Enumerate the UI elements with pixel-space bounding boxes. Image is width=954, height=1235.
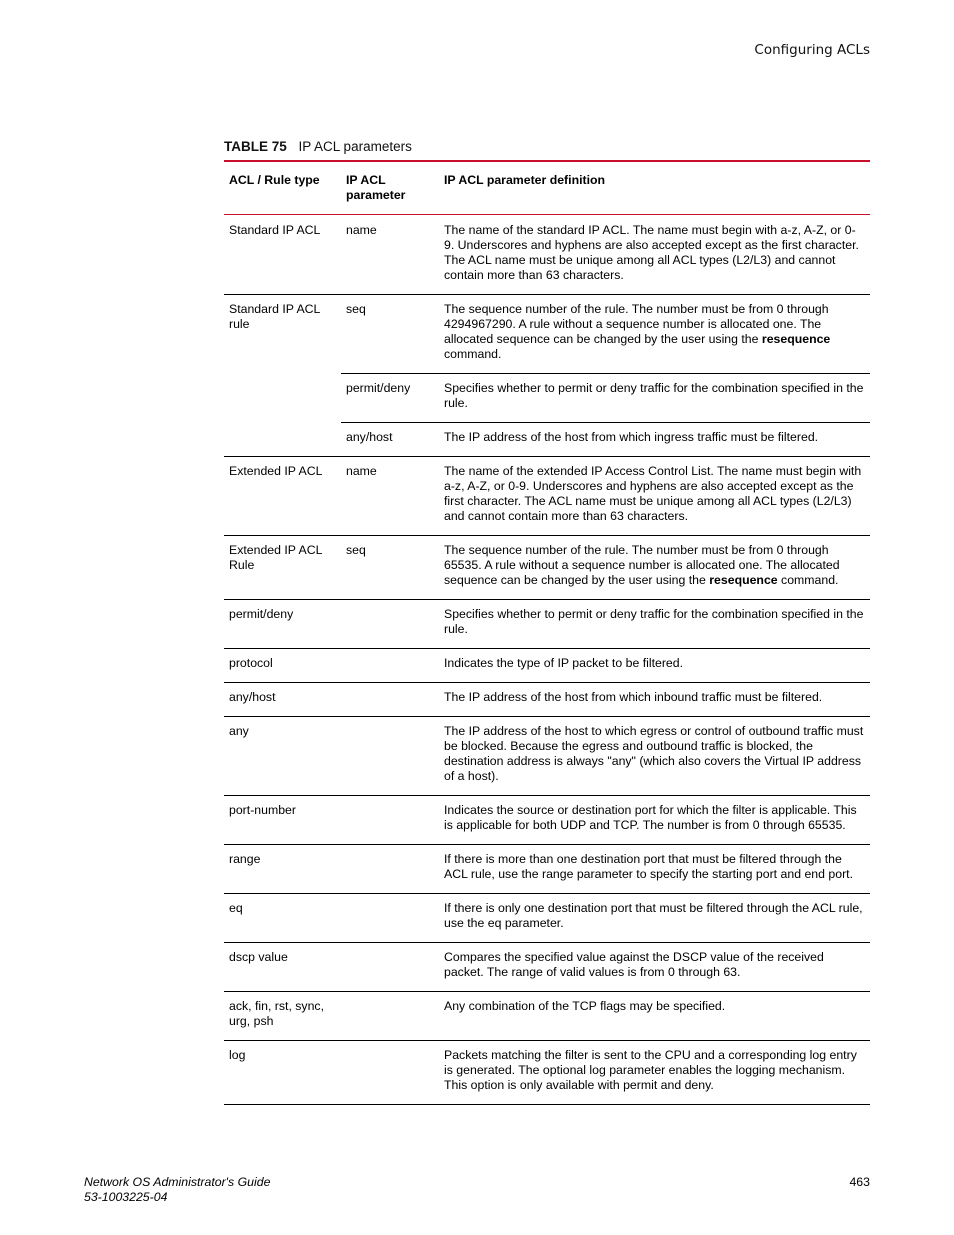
page-footer [84,1175,870,1205]
footer-doc-number: 53-1003225-04 [84,1190,168,1204]
cell-rule-type: range [224,845,341,894]
cell-rule-type: any/host [224,683,341,717]
cell-rule-type: Standard IP ACL [224,215,341,295]
cell-parameter: seq [341,536,439,600]
table-row [224,1041,870,1105]
cell-definition: The name of the extended IP Access Control List. The name must begin with a-z, A-Z, or 0-9. Underscores and hyphens are also accepted except as the first character. The ACL name must be unique among all ACL types (L2/L3) and cannot contain more than 63 characters. [439,457,870,536]
cell-definition: The sequence number of the rule. The number must be from 0 through 4294967290. A rule without a sequence number is allocated one. The allocated sequence can be changed by the user using the resequence command. [439,295,870,374]
cell-definition: Specifies whether to permit or deny traffic for the combination specified in the rule. [439,374,870,423]
cell-rule-type: dscp value [224,943,341,992]
cell-rule-type: Extended IP ACL Rule [224,536,341,600]
table-row [224,536,870,600]
table-row [224,457,870,536]
cell-parameter [341,845,439,894]
cell-definition: Indicates the source or destination port for which the filter is applicable. This is applicable for both UDP and TCP. The number is from 0 through 65535. [439,796,870,845]
cell-definition: Specifies whether to permit or deny traffic for the combination specified in the rule. [439,600,870,649]
cell-parameter [341,796,439,845]
table-caption [224,139,412,154]
table-row [224,717,870,796]
cell-definition: The sequence number of the rule. The number must be from 0 through 65535. A rule without a sequence number is allocated one. The allocated sequence can be changed by the user using the resequence command. [439,536,870,600]
cell-parameter [341,894,439,943]
table-row [224,295,870,374]
cell-definition: The IP address of the host from which ingress traffic must be filtered. [439,423,870,457]
section-title: Configuring ACLs [754,42,870,58]
cell-definition: Indicates the type of IP packet to be filtered. [439,649,870,683]
cell-rule-type: Extended IP ACL [224,457,341,536]
cell-parameter [341,717,439,796]
table-row [224,215,870,295]
table-row [224,649,870,683]
cell-definition: Any combination of the TCP flags may be specified. [439,992,870,1041]
cell-parameter [341,600,439,649]
cell-definition: The IP address of the host from which inbound traffic must be filtered. [439,683,870,717]
cell-parameter: any/host [341,423,439,457]
cell-rule-type: port-number [224,796,341,845]
table-row [224,992,870,1041]
header-ip-acl-parameter-definition: IP ACL parameter definition [439,161,870,215]
cell-parameter [341,943,439,992]
cell-definition: If there is only one destination port that must be filtered through the ACL rule, use the eq parameter. [439,894,870,943]
cell-rule-type: protocol [224,649,341,683]
table-row [224,600,870,649]
cell-parameter: seq [341,295,439,374]
cell-parameter: name [341,457,439,536]
cell-parameter [341,649,439,683]
table-caption-label: TABLE 75 [224,139,287,154]
table-caption-title: IP ACL parameters [298,139,412,154]
cell-definition: The IP address of the host to which egress or control of outbound traffic must be blocked. Because the egress and outbound traffic is blocked, the destination address is always "any" (which also covers the Virtual IP address of a host). [439,717,870,796]
table-row [224,894,870,943]
cell-rule-type: Standard IP ACL rule [224,295,341,457]
cell-rule-type: ack, fin, rst, sync, urg, psh [224,992,341,1041]
cell-rule-type: eq [224,894,341,943]
cell-parameter: permit/deny [341,374,439,423]
cell-parameter [341,1041,439,1105]
table-row [224,943,870,992]
header-acl-rule-type: ACL / Rule type [224,161,341,215]
cell-parameter [341,683,439,717]
cell-parameter: name [341,215,439,295]
cell-parameter [341,992,439,1041]
header-ip-acl-parameter: IP ACL parameter [341,161,439,215]
cell-rule-type: permit/deny [224,600,341,649]
page-number: 463 [849,1175,870,1189]
cell-definition: Compares the specified value against the DSCP value of the received packet. The range of valid values is from 0 through 63. [439,943,870,992]
cell-rule-type: any [224,717,341,796]
ip-acl-parameters-table [224,160,870,1105]
table-row [224,845,870,894]
table-row [224,683,870,717]
command-name: resequence [709,573,778,587]
table-header-row [224,161,870,215]
cell-rule-type: log [224,1041,341,1105]
command-name: resequence [761,332,831,346]
cell-definition: If there is more than one destination port that must be filtered through the ACL rule, use the range parameter to specify the starting port and end port. [439,845,870,894]
footer-doc-title: Network OS Administrator's Guide [84,1175,271,1189]
cell-definition: The name of the standard IP ACL. The name must begin with a-z, A-Z, or 0-9. Underscores and hyphens are also accepted except as the first character. The ACL name must be unique among all ACL types (L2/L3) and cannot contain more than 63 characters. [439,215,870,295]
cell-definition: Packets matching the filter is sent to the CPU and a corresponding log entry is generated. The optional log parameter enables the logging mechanism. This option is only available with permit and deny. [439,1041,870,1105]
table-row [224,796,870,845]
